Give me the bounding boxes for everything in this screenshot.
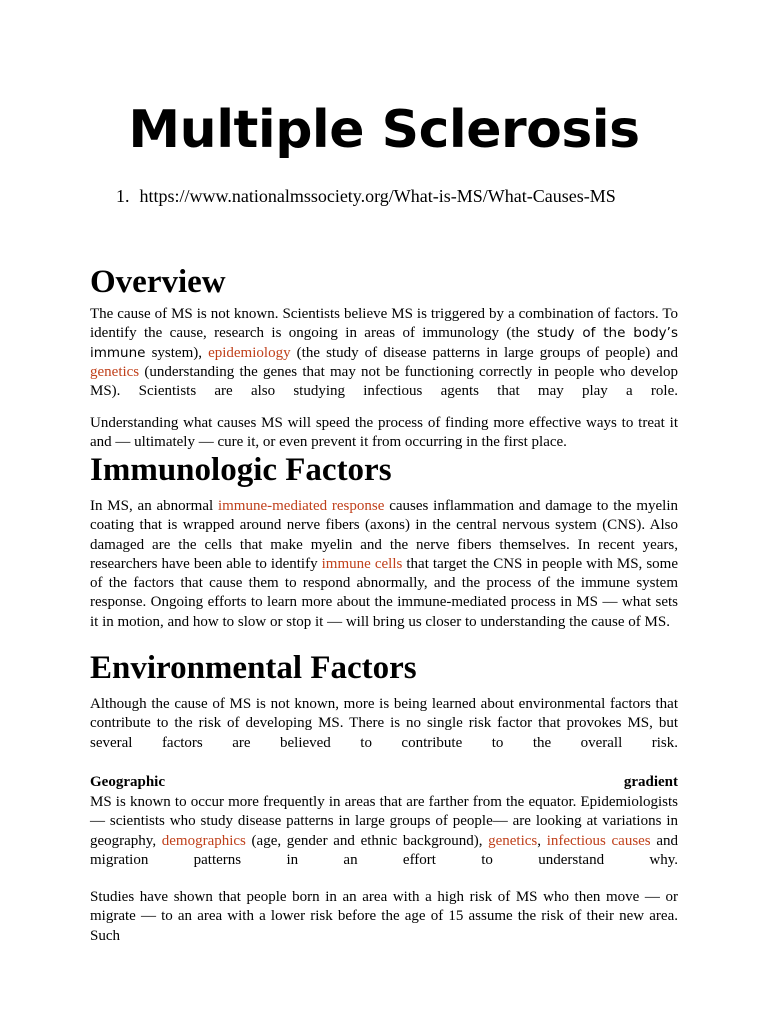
immune-cells-link[interactable]: immune cells bbox=[321, 555, 403, 572]
environmental-paragraph-1: Although the cause of MS is not known, more is being learned about environmental factors that contribute to the risk of developing MS. There is no single risk factor that provokes MS, but several factors are believed to contribute to the overall risk. bbox=[90, 696, 678, 751]
infectious-causes-link[interactable]: infectious causes bbox=[546, 832, 651, 849]
reference-list-item bbox=[116, 186, 616, 207]
immunologic-paragraph: In MS, an abnormal immune-mediated response causes inflammation and damage to the myelin coating that is wrapped around nerve fibers (axons) in the central nervous system (CNS). Also damaged are the cells that make myelin and the nerve fibers themselves. In recent years, researchers have been able to identify immune cells that target the CNS in people with MS, some of the factors that cause them to respond abnormally, and the process of the immune system response. Ongoing efforts to learn more about the immune-mediated process in MS — what sets it in motion, and how to slow or stop it — will bring us closer to understanding the cause of MS. bbox=[90, 498, 678, 630]
genetics-link[interactable]: genetics bbox=[90, 363, 140, 380]
overview-heading: Overview bbox=[90, 264, 226, 300]
demographics-link[interactable]: demographics bbox=[161, 832, 246, 849]
page-title: Multiple Sclerosis bbox=[128, 100, 640, 160]
geographic-gradient-subheading: Geographic gradient bbox=[90, 774, 678, 790]
overview-paragraph-1: The cause of MS is not known. Scientists believe MS is triggered by a combination of factors. To identify the cause, research is ongoing in areas of immunology (the study of the body’s immune system), epidemiology (the study of disease patterns in large groups of people) and genetics (understanding the genes that may not be functioning correctly in people who develop MS). Scientists are also studying infectious agents that may play a role. bbox=[90, 306, 678, 400]
environmental-paragraph-3: Studies have shown that people born in an area with a high risk of MS who then move — or migrate — to an area with a lower risk before the age of 15 assume the risk of their new area. Such bbox=[90, 889, 678, 944]
environmental-paragraph-2: MS is known to occur more frequently in areas that are farther from the equator. Epidemiologists — scientists who study disease patterns in large groups of people— are looking at variations in geography, demographics (age, gender and ethnic background), genetics, infectious causes and migration patterns in an effort to understand why. bbox=[90, 794, 678, 868]
environmental-heading: Environmental Factors bbox=[90, 650, 417, 686]
immunologic-heading: Immunologic Factors bbox=[90, 452, 392, 488]
epidemiology-link[interactable]: epidemiology bbox=[208, 344, 291, 361]
genetics-link-2[interactable]: genetics bbox=[488, 832, 538, 849]
immune-mediated-response-link[interactable]: immune-mediated response bbox=[217, 498, 385, 514]
reference-url[interactable]: https://www.nationalmssociety.org/What-is-MS/What-Causes-MS bbox=[139, 186, 616, 206]
overview-paragraph-2: Understanding what causes MS will speed the process of finding more effective ways to treat it and — ultimately — cure it, or even prevent it from occurring in the first place. bbox=[90, 415, 678, 451]
reference-number: 1. bbox=[116, 186, 130, 206]
